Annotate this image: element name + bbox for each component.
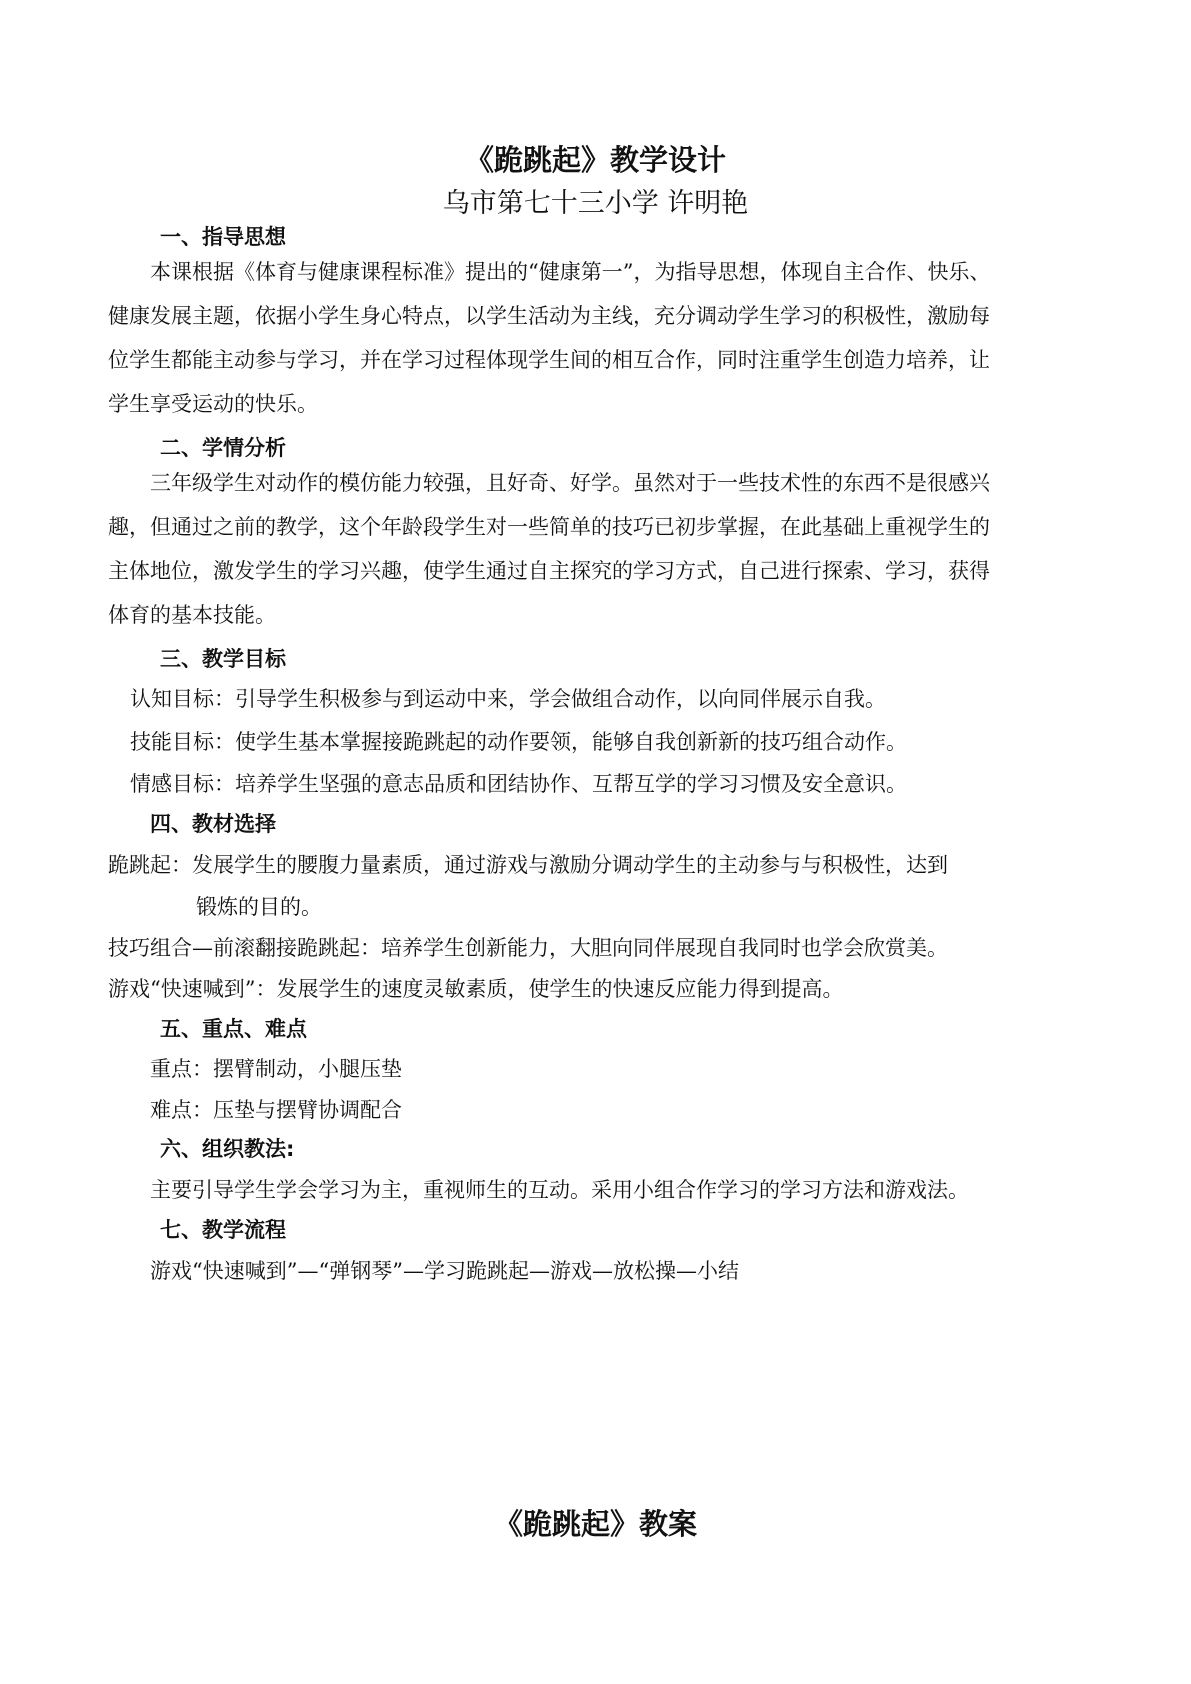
material-game: 游戏“快速喊到”：发展学生的速度灵敏素质，使学生的快速反应能力得到提高。 bbox=[108, 977, 844, 1001]
section-body-methods: 主要引导学生学会学习为主，重视师生的互动。采用小组合作学习的学习方法和游戏法。 bbox=[150, 1178, 969, 1202]
section-heading-guiding-thought: 一、指导思想 bbox=[160, 225, 286, 249]
document-title: 《跪跳起》教学设计 bbox=[464, 143, 726, 177]
goal-cognitive: 认知目标：引导学生积极参与到运动中来，学会做组合动作，以向同伴展示自我。 bbox=[130, 687, 886, 711]
material-kneel-jump: 跪跳起：发展学生的腰腹力量素质，通过游戏与激励分调动学生的主动参与与积极性，达到 bbox=[108, 853, 948, 877]
section-body-process: 游戏“快速喊到”—“弹钢琴”—学习跪跳起—游戏—放松操—小结 bbox=[150, 1259, 739, 1283]
section-heading-materials: 四、教材选择 bbox=[150, 812, 276, 836]
lesson-plan-title: 《跪跳起》教案 bbox=[493, 1507, 697, 1541]
key-point: 重点：摆臂制动，小腿压垫 bbox=[150, 1057, 402, 1081]
section-heading-teaching-goals: 三、教学目标 bbox=[160, 647, 286, 671]
section-heading-key-points: 五、重点、难点 bbox=[160, 1017, 307, 1041]
difficult-point: 难点：压垫与摆臂协调配合 bbox=[150, 1098, 402, 1122]
goal-skill: 技能目标：使学生基本掌握接跪跳起的动作要领，能够自我创新新的技巧组合动作。 bbox=[130, 730, 907, 754]
material-combo: 技巧组合—前滚翻接跪跳起：培养学生创新能力，大胆向同伴展现自我同时也学会欣赏美。 bbox=[108, 936, 948, 960]
section-body-guiding-thought: 本课根据《体育与健康课程标准》提出的“健康第一”，为指导思想，体现自主合作、快乐、健康发展主题，依据小学生身心特点，以学生活动为主线，充分调动学生学习的积极性，激励每位学生都能主动参与学习，并在学习过程体现学生间的相互合作，同时注重学生创造力培养，让学生享受运动的快乐。 bbox=[108, 260, 991, 416]
section-heading-methods: 六、组织教法: bbox=[160, 1137, 295, 1161]
material-kneel-jump-cont: 锻炼的目的。 bbox=[196, 895, 322, 919]
goal-emotional: 情感目标：培养学生坚强的意志品质和团结协作、互帮互学的学习习惯及安全意识。 bbox=[130, 772, 907, 796]
section-body-learner-analysis: 三年级学生对动作的模仿能力较强，且好奇、好学。虽然对于一些技术性的东西不是很感兴趣，但通过之前的教学，这个年龄段学生对一些简单的技巧已初步掌握，在此基础上重视学生的主体地位，激发学生的学习兴趣，使学生通过自主探究的学习方式，自己进行探索、学习，获得体育的基本技能。 bbox=[108, 471, 990, 627]
section-heading-process: 七、教学流程 bbox=[160, 1218, 286, 1242]
section-heading-learner-analysis: 二、学情分析 bbox=[160, 436, 286, 460]
author-line: 乌市第七十三小学 许明艳 bbox=[442, 188, 749, 219]
